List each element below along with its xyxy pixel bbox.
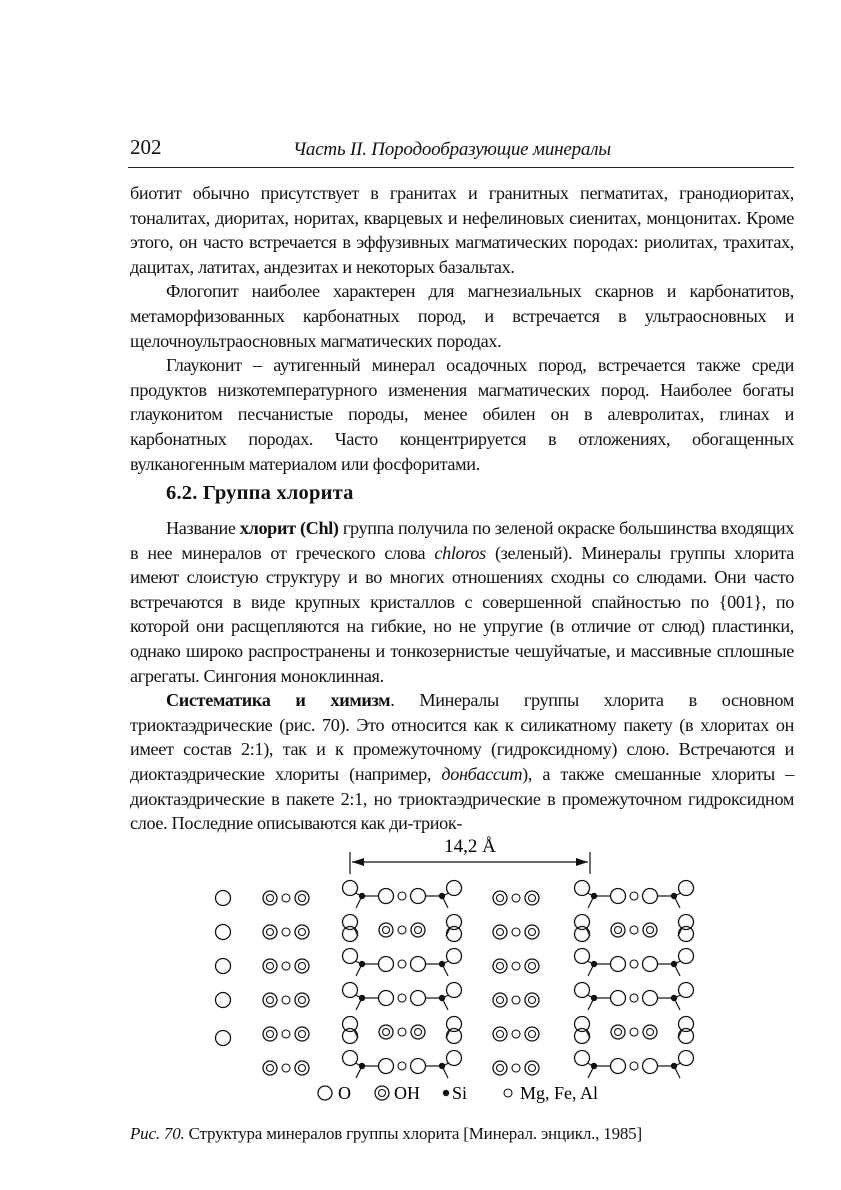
term-systematics: Систематика и химизм	[166, 690, 391, 711]
oxygen-atom	[379, 889, 394, 904]
cation-atom	[398, 892, 406, 900]
page-number: 202	[130, 135, 162, 159]
legend-silicon-symbol	[443, 1090, 449, 1096]
section-heading: 6.2. Группа хлорита	[166, 482, 354, 504]
oxygen-atom	[611, 889, 626, 904]
hydroxyl-atom	[295, 993, 309, 1007]
oxygen-atom	[679, 927, 694, 942]
oxygen-atom	[216, 925, 231, 940]
hydroxyl-atom	[525, 925, 539, 939]
term-donbassite: донбассит	[441, 763, 523, 784]
hydroxyl-atom	[263, 1027, 277, 1041]
oxygen-atom	[411, 1059, 426, 1074]
hydroxyl-atom	[493, 959, 507, 973]
dimension-label: 14,2 Å	[444, 836, 496, 857]
hydroxyl-atom	[263, 959, 277, 973]
oxygen-atom	[575, 1017, 590, 1032]
hydroxyl-atom	[525, 1027, 539, 1041]
cation-atom	[512, 996, 520, 1004]
caption-label: Рис. 70.	[130, 1124, 185, 1143]
oxygen-atom	[679, 1029, 694, 1044]
term-chloros: chloros	[434, 542, 486, 563]
running-title: Часть II. Породообразующие минералы	[293, 139, 611, 160]
oxygen-atom	[411, 991, 426, 1006]
legend-hydroxyl-symbol	[375, 1086, 389, 1100]
hydroxyl-atom	[379, 1025, 393, 1039]
oxygen-atom	[611, 1059, 626, 1074]
cation-atom	[512, 928, 520, 936]
hydroxyl-atom	[643, 1025, 657, 1039]
legend-cation-label: Mg, Fe, Al	[520, 1083, 599, 1103]
cation-atom	[398, 994, 406, 1002]
hydroxyl-atom	[263, 891, 277, 905]
cation-atom	[282, 996, 290, 1004]
oxygen-atom	[575, 927, 590, 942]
legend-cation-symbol	[504, 1089, 512, 1097]
hydroxyl-atom	[493, 891, 507, 905]
oxygen-atom	[611, 991, 626, 1006]
cation-atom	[630, 960, 638, 968]
oxygen-atom	[343, 1029, 358, 1044]
legend-oxygen-label: O	[338, 1083, 351, 1103]
hydroxyl-atom	[525, 891, 539, 905]
paragraph-chlorite-name: Название хлорит (Chl) группа получила по зеленой окраске большинства входящих в нее минералов от греческого слова chloros (зеленый). Минералы группы хлорита имеют слоистую структуру и во многих отношениях сходны со слюдами. Они часто встречаются в виде крупных кристаллов с совершенной спайностью по {001}, по которой они расщепляются на гибкие, но не упругие (в отличие от слюд) пластинки, однако широко распространены и тонкозернистые чешуйчатые, и массивные сплошные агрегаты. Сингония моноклинная.	[130, 518, 795, 686]
hydroxyl-atom	[295, 1027, 309, 1041]
legend-oxygen-symbol	[318, 1086, 332, 1100]
paragraph-biotite: биотит обычно присутствует в гранитах и гранитных пегматитах, гранодиоритах, тоналитах, диоритах, норитах, кварцевых и нефелиновых сиенитах, монцонитах. Кроме этого, он часто встречается в эффузивных магматических породах: риолитах, трахитах, дацитах, латитах, андезитах и некоторых базальтах.	[130, 183, 794, 277]
cation-atom	[630, 994, 638, 1002]
hydroxyl-atom	[525, 993, 539, 1007]
caption-text: Структура минералов группы хлорита [Минерал. энцикл., 1985]	[184, 1124, 642, 1143]
cation-atom	[282, 894, 290, 902]
legend-silicon-label: Si	[452, 1083, 468, 1103]
cation-atom	[630, 1028, 638, 1036]
oxygen-atom	[379, 991, 394, 1006]
oxygen-atom	[411, 889, 426, 904]
hydroxyl-atom	[295, 891, 309, 905]
oxygen-atom	[611, 957, 626, 972]
hydroxyl-atom	[263, 993, 277, 1007]
cation-atom	[398, 1062, 406, 1070]
oxygen-atom	[575, 1029, 590, 1044]
cation-atom	[398, 960, 406, 968]
oxygen-atom	[216, 959, 231, 974]
cation-atom	[398, 926, 406, 934]
hydroxyl-atom	[493, 1027, 507, 1041]
oxygen-atom	[643, 889, 658, 904]
hydroxyl-atom	[493, 993, 507, 1007]
cation-atom	[282, 1030, 290, 1038]
oxygen-atom	[679, 915, 694, 930]
figure-legend	[318, 1083, 598, 1103]
hydroxyl-atom	[493, 1061, 507, 1075]
oxygen-atom	[643, 1059, 658, 1074]
cation-atom	[512, 894, 520, 902]
oxygen-atom	[643, 957, 658, 972]
cation-atom	[398, 1028, 406, 1036]
cation-atom	[282, 962, 290, 970]
oxygen-atom	[216, 1031, 231, 1046]
oxygen-atom	[411, 957, 426, 972]
cation-atom	[512, 1030, 520, 1038]
cation-atom	[630, 926, 638, 934]
legend-hydroxyl-label: OH	[394, 1083, 420, 1103]
oxygen-atom	[216, 993, 231, 1008]
cation-atom	[282, 928, 290, 936]
cation-atom	[282, 1064, 290, 1072]
hydroxyl-atom	[611, 1025, 625, 1039]
body-text-top	[130, 181, 794, 476]
oxygen-atom	[343, 915, 358, 930]
oxygen-atom	[216, 891, 231, 906]
hydroxyl-atom	[379, 923, 393, 937]
paragraph-phlogopite: Флогопит наиболее характерен для магнезиальных скарнов и карбонатитов, метаморфизованных карбонатных пород, и встречается в ультраосновных и щелочноультраосновных магматических породах.	[130, 281, 794, 351]
oxygen-atom	[447, 1017, 462, 1032]
oxygen-atom	[379, 957, 394, 972]
cation-atom	[512, 962, 520, 970]
oxygen-atom	[343, 927, 358, 942]
dimension-marker	[350, 836, 590, 874]
cation-atom	[630, 892, 638, 900]
hydroxyl-atom	[525, 1061, 539, 1075]
hydroxyl-atom	[295, 1061, 309, 1075]
hydroxyl-atom	[295, 925, 309, 939]
hydroxyl-atom	[411, 1025, 425, 1039]
oxygen-atom	[447, 927, 462, 942]
hydroxyl-atom	[263, 925, 277, 939]
cation-atom	[512, 1064, 520, 1072]
paragraph-glauconite: Глауконит – аутигенный минерал осадочных пород, встречается также среди продуктов низкотемпературного изменения магматических пород. Наиболее богаты глауконитом песчанистые породы, менее обилен он в алевролитах, глинах и карбонатных породах. Часто концентрируется в отложениях, обогащенных вулканогенным материалом или фосфоритами.	[130, 355, 794, 474]
oxygen-atom	[575, 915, 590, 930]
hydroxyl-atom	[611, 923, 625, 937]
oxygen-atom	[447, 1029, 462, 1044]
chlorite-structure-diagram	[200, 830, 740, 1115]
hydroxyl-atom	[295, 959, 309, 973]
oxygen-atom	[343, 1017, 358, 1032]
oxygen-atom	[643, 991, 658, 1006]
structure-figure	[200, 830, 740, 1115]
oxygen-atom	[379, 1059, 394, 1074]
paragraph-systematics: Систематика и химизм. Минералы группы хлорита в основном триоктаэдрические (рис. 70). Это относится как к силикатному пакету (в хлоритах он имеет состав 2:1), так и к промежуточному (гидроксидному) слою. Встречаются и диоктаэдрические хлориты (например, донбассит), а также смешанные хлориты – диоктаэдрические в пакете 2:1, но триоктаэдрические в промежуточном гидроксидном слое. Последние описываются как ди-триок-	[130, 690, 794, 834]
page-header	[128, 133, 794, 168]
hydroxyl-atom	[525, 959, 539, 973]
body-text-chlorite	[130, 516, 794, 836]
oxygen-atom	[447, 915, 462, 930]
hydroxyl-atom	[263, 1061, 277, 1075]
oxygen-atom	[679, 1017, 694, 1032]
hydroxyl-atom	[411, 923, 425, 937]
hydroxyl-atom	[643, 923, 657, 937]
figure-caption	[130, 1124, 642, 1144]
cation-atom	[630, 1062, 638, 1070]
term-chlorite: хлорит (Chl)	[239, 518, 339, 538]
hydroxyl-atom	[493, 925, 507, 939]
